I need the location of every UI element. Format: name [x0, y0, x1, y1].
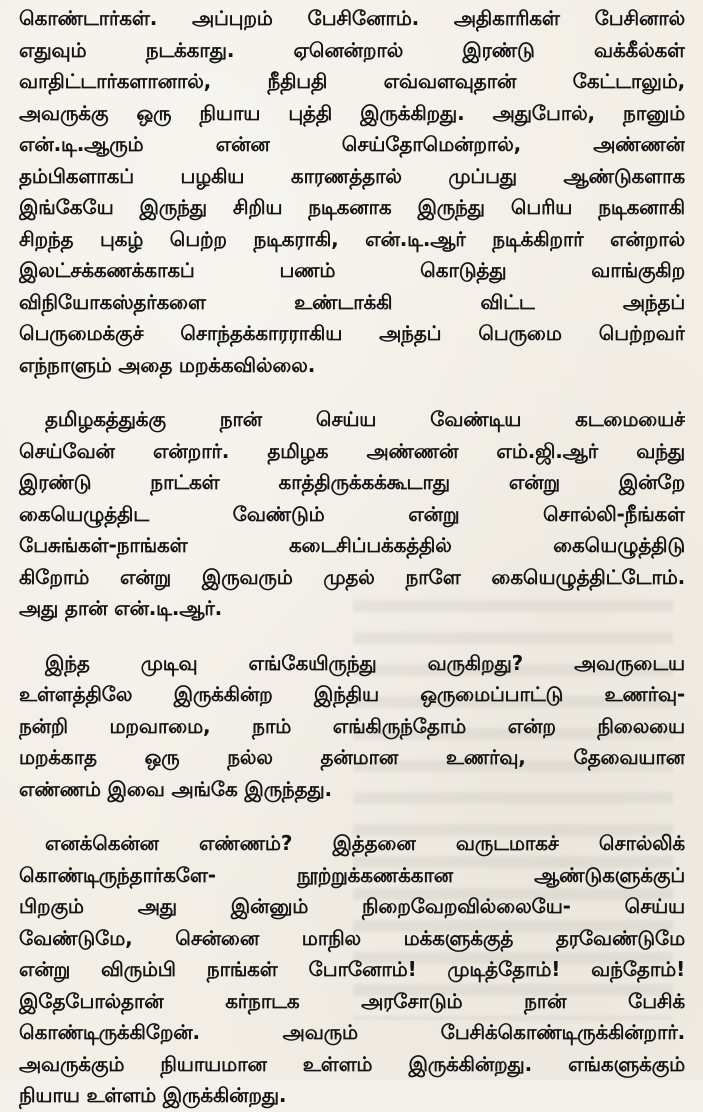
text-line: வாதிட்டார்களானால், நீதிபதி எவ்வளவுதான் கேட்டாலும்,	[19, 69, 685, 93]
text-line: தமிழகத்துக்கு நான் செய்ய வேண்டிய கடமையைச்	[45, 407, 685, 431]
text-line: தம்பிகளாகப் பழகிய காரணத்தால் முப்பது ஆண்டுகளாக	[19, 163, 685, 188]
text-line: சிறந்த புகழ் பெற்ற நடிகராகி, என்.டி.ஆர் நடிக்கிறார் என்றால்	[19, 226, 685, 251]
text-line: மறக்காத ஒரு நல்ல தன்மான உணர்வு, தேவையான	[19, 745, 685, 769]
text-line: எண்ணம் இவை அங்கே இருந்தது.	[19, 776, 332, 801]
text-line: இங்கேயே இருந்து சிறிய நடிகனாக இருந்து பெரிய நடிகனாகி	[19, 195, 685, 219]
text-line: இரண்டு நாட்கள் காத்திருக்கக்கூடாது என்று இன்றே	[19, 470, 685, 494]
page-text	[19, 0, 685, 1112]
paragraph-gap	[19, 625, 685, 648]
paragraph-2	[19, 404, 685, 625]
text-line: நன்றி மறவாமை, நாம் எங்கிருந்தோம் என்ற நிலையை	[19, 713, 685, 738]
text-line: அவருக்கு ஒரு நியாய புத்தி இருக்கிறது. அதுபோல், நானும்	[19, 100, 685, 125]
text-line: கிறோம் என்று இருவரும் முதல் நாளே கையெழுத்திட்டோம்.	[19, 564, 685, 589]
text-line: அவருக்கும் நியாயமான உள்ளம் இருக்கின்றது. எங்களுக்கும்	[19, 1051, 685, 1076]
paragraph-1	[19, 0, 685, 381]
text-line: நியாய உள்ளம் இருக்கின்றது.	[19, 1083, 287, 1107]
text-line: கையெழுத்திட வேண்டும் என்று சொல்லி-நீங்கள்	[19, 501, 685, 526]
text-line: எதுவும் நடக்காது. ஏனென்றால் இரண்டு வக்கீல்கள்	[19, 37, 685, 62]
text-line: உள்ளத்திலே இருக்கின்ற இந்திய ஒருமைப்பாட்டு உணர்வு-	[19, 682, 685, 706]
text-line: என்.டி.ஆரும் என்ன செய்தோமென்றால், அண்ணன்	[19, 132, 685, 156]
paragraph-4	[19, 828, 685, 1112]
text-line: பேசுங்கள்-நாங்கள் கடைசிப்பக்கத்தில் கையெழுத்திடு	[19, 533, 685, 557]
text-line: விநியோகஸ்தர்களை உண்டாக்கி விட்ட அந்தப்	[19, 289, 685, 314]
text-line: பிறகும் அது இன்னும் நிறைவேறவில்லையே- செய்ய	[19, 894, 685, 918]
text-line: பெருமைக்குச் சொந்தக்காரராகிய அந்தப் பெருமை பெற்றவர்	[19, 321, 685, 345]
text-line: கொண்டிருந்தார்களே- நூற்றுக்கணக்கான ஆண்டுகளுக்குப்	[19, 862, 685, 887]
text-line: இந்த முடிவு எங்கேயிருந்து வருகிறது? அவருடைய	[45, 650, 685, 675]
text-line: இலட்சக்கணக்காகப் பணம் கொடுத்து வாங்குகிற	[19, 258, 685, 282]
text-line: அது தான் என்.டி.ஆர்.	[19, 596, 223, 620]
text-line: வேண்டுமே, சென்னை மாநில மக்களுக்குத் தரவேண்டுமே	[19, 925, 685, 950]
text-line: கொண்டிருக்கிறேன். அவரும் பேசிக்கொண்டிருக்கின்றார்.	[19, 1020, 685, 1044]
text-line: செய்வேன் என்றார். தமிழக அண்ணன் எம்.ஜி.ஆர் வந்து	[19, 438, 685, 463]
text-line: எனக்கென்ன எண்ணம்? இத்தனை வருடமாகச் சொல்லிக்	[45, 831, 685, 855]
paragraph-3	[19, 648, 685, 806]
text-line: என்று விரும்பி நாங்கள் போனோம்! முடித்தோம்! வந்தோம்!	[19, 957, 685, 981]
paragraph-gap	[19, 805, 685, 828]
paragraph-gap	[19, 381, 685, 404]
text-line: எந்நாளும் அதை மறக்கவில்லை.	[19, 352, 316, 377]
text-line: இதேபோல்தான் கர்நாடக அரசோடும் நான் பேசிக்	[19, 988, 685, 1013]
text-line: கொண்டார்கள். அப்புறம் பேசினோம். அதிகாரிகள் பேசினால்	[19, 6, 685, 30]
